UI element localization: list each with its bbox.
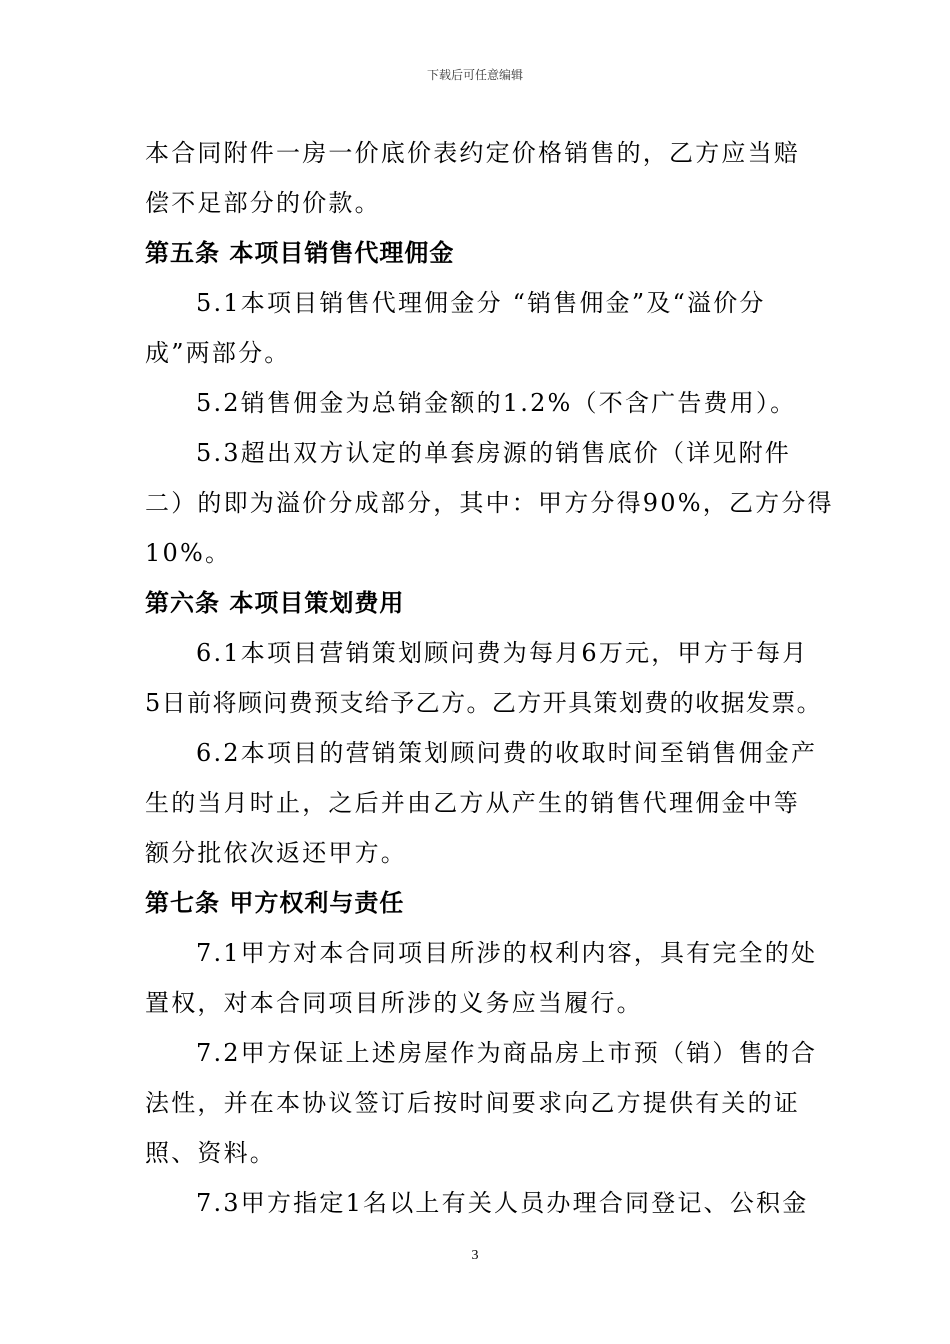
page-header: 下载后可任意编辑	[426, 68, 523, 82]
clause-7-3: 7.3甲方指定1名以上有关人员办理合同登记、公积金	[196, 1189, 809, 1217]
body-line: 5日前将顾问费预支给予乙方。乙方开具策划费的收据发票。	[145, 689, 823, 717]
clause-7-2: 7.2甲方保证上述房屋作为商品房上市预（销）售的合	[196, 1039, 818, 1067]
body-line: 置权，对本合同项目所涉的义务应当履行。	[145, 989, 643, 1017]
clause-6-2: 6.2本项目的营销策划顾问费的收取时间至销售佣金产	[196, 739, 818, 767]
body-line: 10%。	[145, 539, 232, 567]
body-line: 成”两部分。	[145, 339, 291, 367]
body-line: 偿不足部分的价款。	[145, 189, 381, 217]
document-body	[145, 128, 834, 1228]
body-line: 二）的即为溢价分成部分，其中：甲方分得90%，乙方分得	[145, 489, 834, 517]
body-line: 额分批依次返还甲方。	[145, 839, 407, 867]
clause-6-1: 6.1本项目营销策划顾问费为每月6万元，甲方于每月	[196, 639, 809, 667]
body-line: 本合同附件一房一价底价表约定价格销售的，乙方应当赔	[145, 139, 800, 167]
clause-7-1: 7.1甲方对本合同项目所涉的权利内容，具有完全的处	[196, 939, 818, 967]
clause-5-1: 5.1本项目销售代理佣金分 “销售佣金”及“溢价分	[196, 289, 766, 317]
page-number: 3	[471, 1248, 479, 1263]
section-heading-article-6: 第六条 本项目策划费用	[145, 589, 405, 617]
section-heading-article-5: 第五条 本项目销售代理佣金	[145, 239, 455, 267]
section-heading-article-7: 第七条 甲方权利与责任	[145, 889, 405, 917]
clause-5-2: 5.2销售佣金为总销金额的1.2%（不含广告费用）。	[196, 389, 797, 417]
body-line: 法性，并在本协议签订后按时间要求向乙方提供有关的证	[145, 1089, 800, 1117]
clause-5-3: 5.3超出双方认定的单套房源的销售底价（详见附件	[196, 439, 791, 467]
body-line: 生的当月时止，之后并由乙方从产生的销售代理佣金中等	[145, 789, 800, 817]
body-line: 照、资料。	[145, 1139, 276, 1167]
